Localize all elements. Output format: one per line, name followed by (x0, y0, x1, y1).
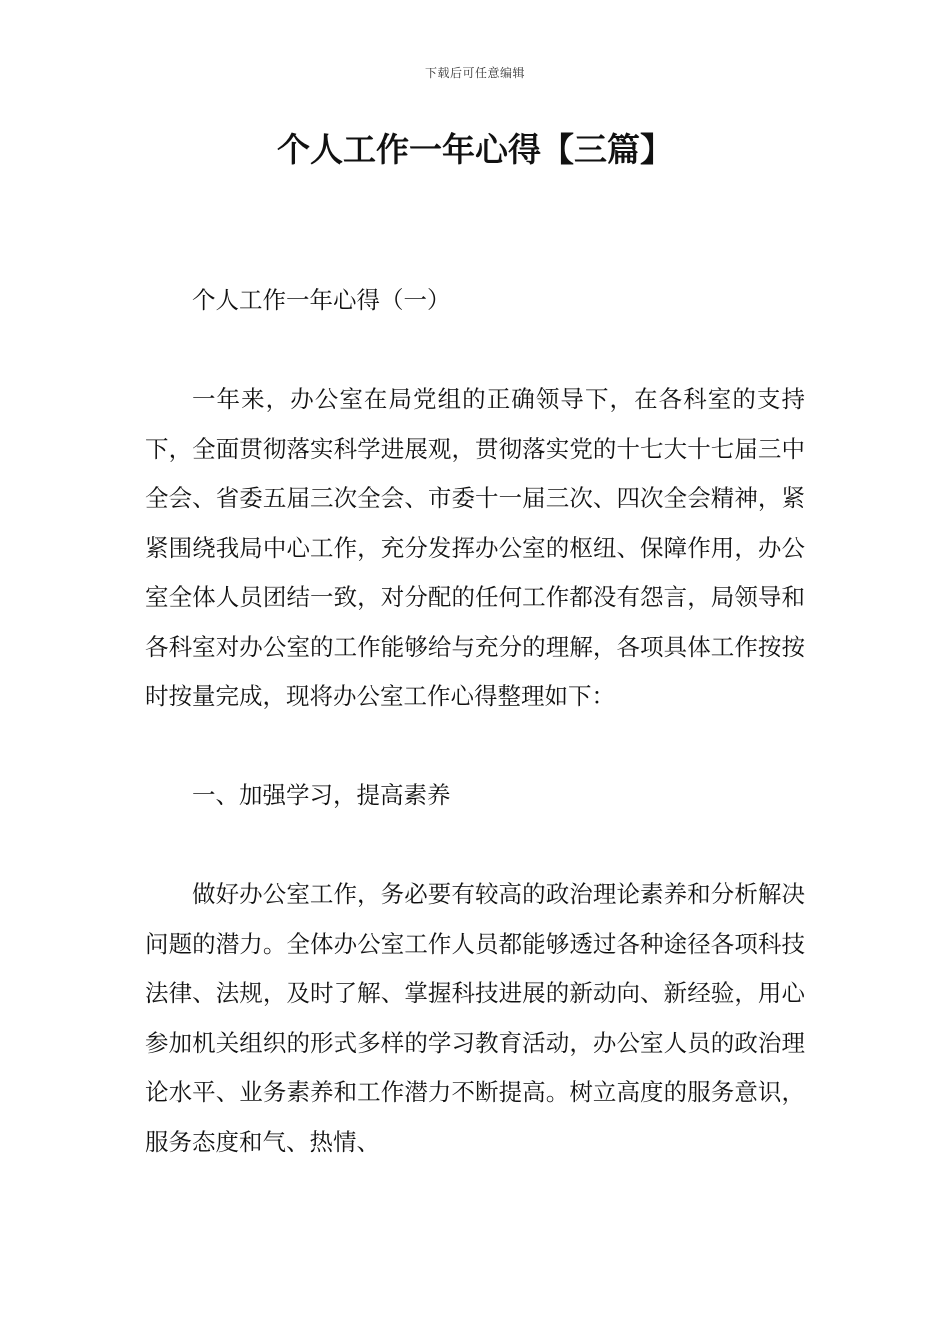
document-title: 个人工作一年心得【三篇】 (277, 130, 673, 169)
subheading-study: 一、加强学习，提高素养 (192, 781, 451, 809)
section-title: 个人工作一年心得（一） (192, 286, 451, 314)
paragraph-intro: 一年来，办公室在局党组的正确领导下，在各科室的支持下，全面贯彻落实科学进展观，贯彻落实党的十七大十七届三中全会、省委五届三次全会、市委十一届三次、四次全会精神，紧紧围绕我局中心工作，充分发挥办公室的枢纽、保障作用，办公室全体人员团结一致，对分配的任何工作都没有怨言，局领导和各科室对办公室的工作能够给与充分的理解，各项具体工作按按时按量完成，现将办公室工作心得整理如下： (145, 385, 805, 710)
paragraph-study: 做好办公室工作，务必要有较高的政治理论素养和分析解决问题的潜力。全体办公室工作人员都能够透过各种途径各项科技法律、法规，及时了解、掌握科技进展的新动向、新经验，用心参加机关组织的形式多样的学习教育活动，办公室人员的政治理论水平、业务素养和工作潜力不断提高。树立高度的服务意识，服务态度和气、热情、 (145, 880, 805, 1156)
document-body (145, 276, 805, 1167)
header-note: 下载后可任意编辑 (424, 66, 525, 80)
